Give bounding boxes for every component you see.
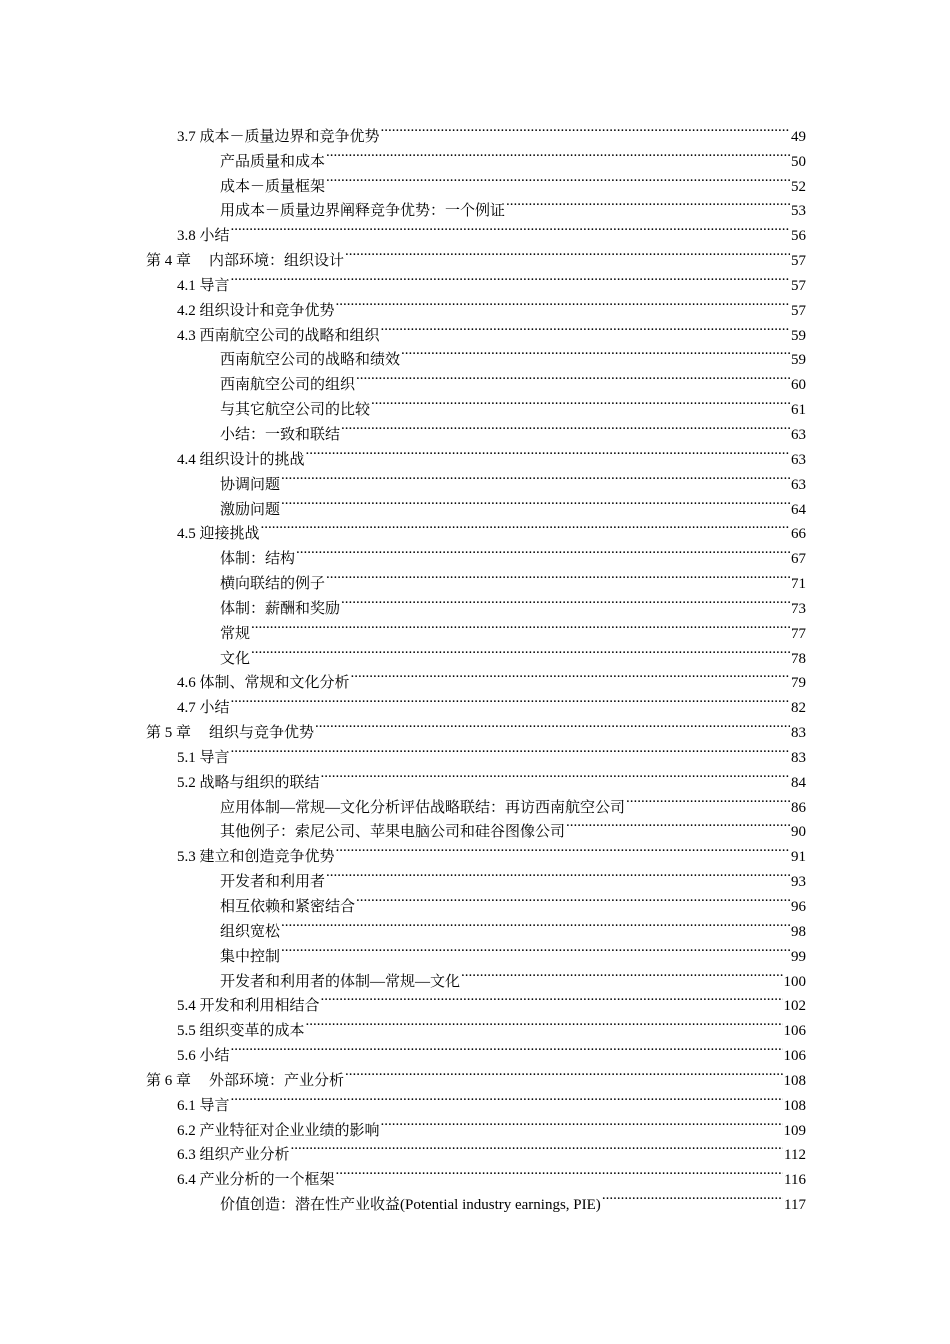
- toc-entry-title: 6.3 组织产业分析: [177, 1147, 290, 1164]
- toc-entry-title: 相互依赖和紧密结合: [220, 899, 356, 915]
- toc-entry-title: 小结：一致和联结: [220, 426, 341, 443]
- toc-section-entry[interactable]: [146, 762, 806, 791]
- toc-page-number: 66: [791, 526, 806, 543]
- toc-section-entry[interactable]: [146, 687, 806, 717]
- toc-dot-leader: [321, 986, 783, 1011]
- toc-chapter-number: 第 4 章: [146, 253, 192, 270]
- toc-dot-leader: [326, 141, 790, 166]
- toc-entry-title: 3.7 成本－质量边界和竞争优势: [177, 128, 380, 145]
- toc-dot-leader: [381, 315, 790, 340]
- toc-entry-title: 5.1 导言: [177, 749, 230, 766]
- toc-page-number: 61: [791, 402, 806, 419]
- toc-dot-leader: [566, 812, 790, 837]
- toc-dot-leader: [261, 514, 790, 539]
- toc-dot-leader: [336, 1159, 784, 1184]
- toc-page-number: 91: [791, 849, 806, 866]
- toc-page-number: 106: [783, 1048, 806, 1065]
- toc-page-number: 67: [791, 551, 806, 568]
- toc-entry-title: 文化: [220, 650, 251, 667]
- toc-section-entry[interactable]: [146, 116, 806, 145]
- toc-page-number: 71: [791, 576, 806, 593]
- toc-chapter-number: 第 5 章: [146, 725, 192, 742]
- toc-page-number: 56: [791, 228, 806, 245]
- toc-page-number: 116: [784, 1172, 806, 1189]
- toc-dot-leader: [321, 762, 790, 787]
- toc-dot-leader: [356, 886, 790, 911]
- toc-page-number: 63: [791, 451, 806, 468]
- toc-page-number: 73: [791, 600, 806, 617]
- toc-entry-title: 6.2 产业特征对企业业绩的影响: [177, 1122, 380, 1139]
- toc-dot-leader: [231, 265, 790, 290]
- toc-page-number: 49: [791, 128, 806, 145]
- toc-page-number: 59: [791, 327, 806, 344]
- toc-page-number: 79: [791, 675, 806, 692]
- toc-page-number: 83: [791, 725, 806, 742]
- toc-entry-title: 4.3 西南航空公司的战略和组织: [177, 327, 380, 344]
- toc-entry-title: 5.2 战略与组织的联结: [177, 774, 320, 791]
- toc-entry-title: 成本－质量框架: [220, 178, 326, 195]
- toc-dot-leader: [602, 1184, 783, 1209]
- toc-page-number: 98: [791, 923, 806, 940]
- toc-dot-leader: [231, 737, 790, 762]
- toc-entry-title: 6.1 导言: [177, 1097, 230, 1114]
- toc-page-number: 57: [791, 277, 806, 294]
- toc-dot-leader: [356, 364, 790, 389]
- toc-section-entry[interactable]: [146, 215, 806, 245]
- toc-dot-leader: [231, 215, 790, 240]
- toc-section-entry[interactable]: [146, 290, 806, 319]
- toc-chapter-title: 内部环境：组织设计: [209, 253, 345, 270]
- toc-dot-leader: [381, 1110, 783, 1135]
- toc-dot-leader: [351, 663, 790, 688]
- toc-entry-title: 4.4 组织设计的挑战: [177, 451, 305, 468]
- toc-page-number: 57: [791, 302, 806, 319]
- toc-dot-leader: [345, 240, 790, 265]
- toc-dot-leader: [281, 464, 790, 489]
- toc-dot-leader: [506, 191, 790, 216]
- toc-entry-title: 组织宽松: [220, 923, 281, 940]
- toc-page-number: 93: [791, 874, 806, 891]
- toc-page-number: 63: [791, 426, 806, 443]
- toc-dot-leader: [326, 563, 790, 588]
- toc-page-number: 96: [791, 899, 806, 915]
- toc-dot-leader: [231, 1035, 783, 1060]
- toc-dot-leader: [251, 638, 790, 663]
- toc-dot-leader: [281, 489, 790, 514]
- toc-entry-title: 5.6 小结: [177, 1048, 230, 1065]
- toc-page-number: 112: [784, 1147, 806, 1164]
- toc-section-entry[interactable]: [146, 1035, 806, 1065]
- toc-entry-title: 3.8 小结: [177, 228, 230, 245]
- toc-entry-title: 4.5 迎接挑战: [177, 526, 260, 543]
- toc-dot-leader: [626, 787, 790, 812]
- toc-entry-title: 激励问题: [220, 501, 281, 518]
- toc-section-entry[interactable]: [146, 737, 806, 766]
- toc-dot-leader: [315, 712, 790, 737]
- toc-entry-title: 开发者和利用者的体制—常规—文化: [220, 973, 461, 990]
- toc-chapter-number: 第 6 章: [146, 1072, 192, 1089]
- toc-page-number: 102: [783, 998, 806, 1015]
- toc-chapter-entry[interactable]: [146, 240, 806, 270]
- toc-page-number: 52: [791, 178, 806, 195]
- toc-entry-title: 4.1 导言: [177, 277, 230, 294]
- toc-entry-title: 西南航空公司的战略和绩效: [220, 352, 401, 369]
- toc-entry-title: 4.2 组织设计和竞争优势: [177, 302, 335, 319]
- toc-page-number: 108: [783, 1072, 806, 1089]
- toc-entry-title: 常规: [220, 625, 251, 642]
- toc-entry-title: 用成本－质量边界阐释竞争优势：一个例证: [220, 203, 506, 220]
- toc-entry-title: 4.7 小结: [177, 700, 230, 717]
- toc-chapter-title: 组织与竞争优势: [209, 725, 315, 742]
- toc-page-number: 57: [791, 253, 806, 270]
- toc-page-number: 77: [791, 625, 806, 642]
- toc-dot-leader: [231, 687, 790, 712]
- toc-dot-leader: [296, 538, 790, 563]
- toc-page-number: 108: [783, 1097, 806, 1114]
- toc-page-number: 84: [791, 774, 806, 791]
- toc-dot-leader: [336, 836, 790, 861]
- toc-dot-leader: [345, 1060, 782, 1085]
- toc-entry-title: 5.3 建立和创造竞争优势: [177, 849, 335, 866]
- toc-entry-title: 5.5 组织变革的成本: [177, 1023, 305, 1040]
- toc-dot-leader: [381, 116, 790, 141]
- toc-dot-leader: [231, 1085, 783, 1110]
- toc-dot-leader: [326, 166, 790, 191]
- toc-entry-title: 体制：结构: [220, 551, 296, 568]
- toc-section-entry[interactable]: [146, 1085, 806, 1114]
- toc-page-number: 53: [791, 203, 806, 220]
- toc-dot-leader: [291, 1135, 784, 1160]
- toc-page-number: 63: [791, 476, 806, 493]
- toc-chapter-entry[interactable]: [146, 1060, 806, 1089]
- toc-page-number: 86: [791, 799, 806, 816]
- toc-entry-title: 体制：薪酬和奖励: [220, 600, 341, 617]
- toc-dot-leader: [281, 911, 790, 936]
- toc-entry-title: 协调问题: [220, 476, 281, 493]
- toc-dot-leader: [306, 1010, 783, 1035]
- toc-dot-leader: [306, 439, 790, 464]
- toc-entry-title: 价值创造：潜在性产业收益(Potential industry earnings, PIE): [220, 1197, 601, 1214]
- toc-entry-title: 5.4 开发和利用相结合: [177, 998, 320, 1015]
- toc-dot-leader: [461, 961, 782, 986]
- toc-chapter-title: 外部环境：产业分析: [209, 1072, 345, 1089]
- toc-dot-leader: [336, 290, 790, 315]
- table-of-contents: [146, 116, 806, 1214]
- toc-page-number: 78: [791, 650, 806, 667]
- toc-dot-leader: [251, 613, 790, 638]
- toc-section-entry[interactable]: [146, 1110, 806, 1139]
- toc-entry-title: 横向联结的例子: [220, 576, 326, 593]
- toc-entry-title: 4.6 体制、常规和文化分析: [177, 675, 350, 692]
- toc-page-number: 109: [783, 1122, 806, 1139]
- toc-dot-leader: [341, 414, 790, 439]
- toc-page-number: 64: [791, 501, 806, 518]
- toc-chapter-entry[interactable]: [146, 712, 806, 742]
- toc-entry-title: 应用体制—常规—文化分析评估战略联结：再访西南航空公司: [220, 799, 626, 816]
- toc-page-number: 100: [783, 973, 806, 990]
- toc-page-number: 83: [791, 749, 806, 766]
- toc-dot-leader: [281, 936, 790, 961]
- toc-entry-title: 产品质量和成本: [220, 153, 326, 170]
- toc-page-number: 50: [791, 153, 806, 170]
- toc-page-number: 60: [791, 377, 806, 394]
- toc-page-number: 106: [783, 1023, 806, 1040]
- toc-entry-title: 6.4 产业分析的一个框架: [177, 1172, 335, 1189]
- toc-page-number: 90: [791, 824, 806, 841]
- toc-entry-title: 开发者和利用者: [220, 874, 326, 891]
- toc-page-number: 117: [784, 1197, 806, 1214]
- toc-page-number: 82: [791, 700, 806, 717]
- toc-entry-title: 集中控制: [220, 948, 281, 965]
- toc-section-entry[interactable]: [146, 265, 806, 294]
- toc-dot-leader: [326, 861, 790, 886]
- toc-dot-leader: [371, 389, 790, 414]
- toc-entry-title: 与其它航空公司的比较: [220, 402, 371, 419]
- toc-dot-leader: [401, 340, 790, 365]
- toc-entry-title: 其他例子：索尼公司、苹果电脑公司和硅谷图像公司: [220, 824, 566, 841]
- toc-dot-leader: [341, 588, 790, 613]
- toc-page-number: 59: [791, 352, 806, 369]
- toc-entry-title: 西南航空公司的组织: [220, 377, 356, 394]
- toc-page-number: 99: [791, 948, 806, 965]
